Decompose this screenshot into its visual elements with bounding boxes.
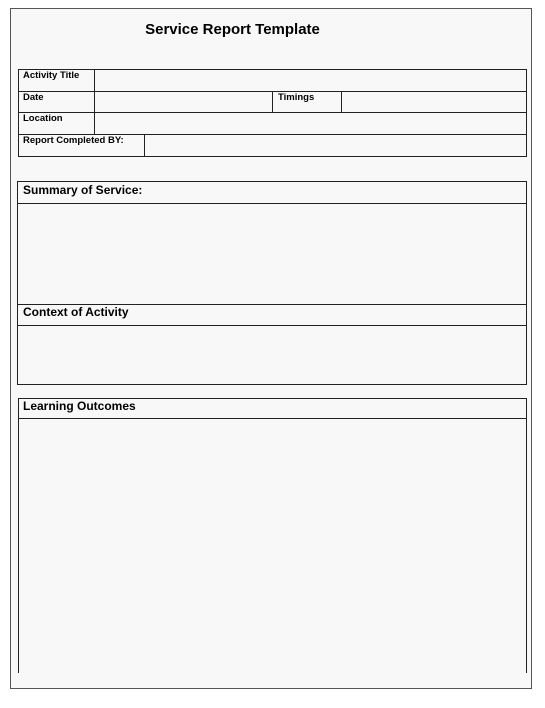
learning-outcomes-field[interactable] — [19, 419, 526, 673]
learning-outcomes-heading: Learning Outcomes — [23, 399, 136, 413]
date-label: Date — [23, 92, 44, 103]
report-page — [10, 8, 532, 689]
location-label: Location — [23, 113, 63, 124]
date-field[interactable] — [95, 92, 271, 111]
location-field[interactable] — [95, 113, 526, 133]
activity-title-label: Activity Title — [23, 70, 80, 81]
page-title: Service Report Template — [145, 21, 320, 38]
context-of-activity-field[interactable] — [18, 326, 526, 384]
timings-field[interactable] — [342, 92, 526, 111]
context-of-activity-heading: Context of Activity — [23, 305, 129, 319]
learning-outcomes-right-border — [526, 398, 527, 673]
report-completed-by-label: Report Completed BY: — [23, 135, 124, 146]
summary-of-service-heading: Summary of Service: — [23, 183, 143, 197]
report-completed-by-field[interactable] — [145, 135, 526, 156]
activity-title-field[interactable] — [95, 70, 526, 90]
info-col-divider — [272, 91, 273, 112]
summary-of-service-field[interactable] — [18, 204, 526, 303]
timings-label: Timings — [278, 92, 315, 103]
